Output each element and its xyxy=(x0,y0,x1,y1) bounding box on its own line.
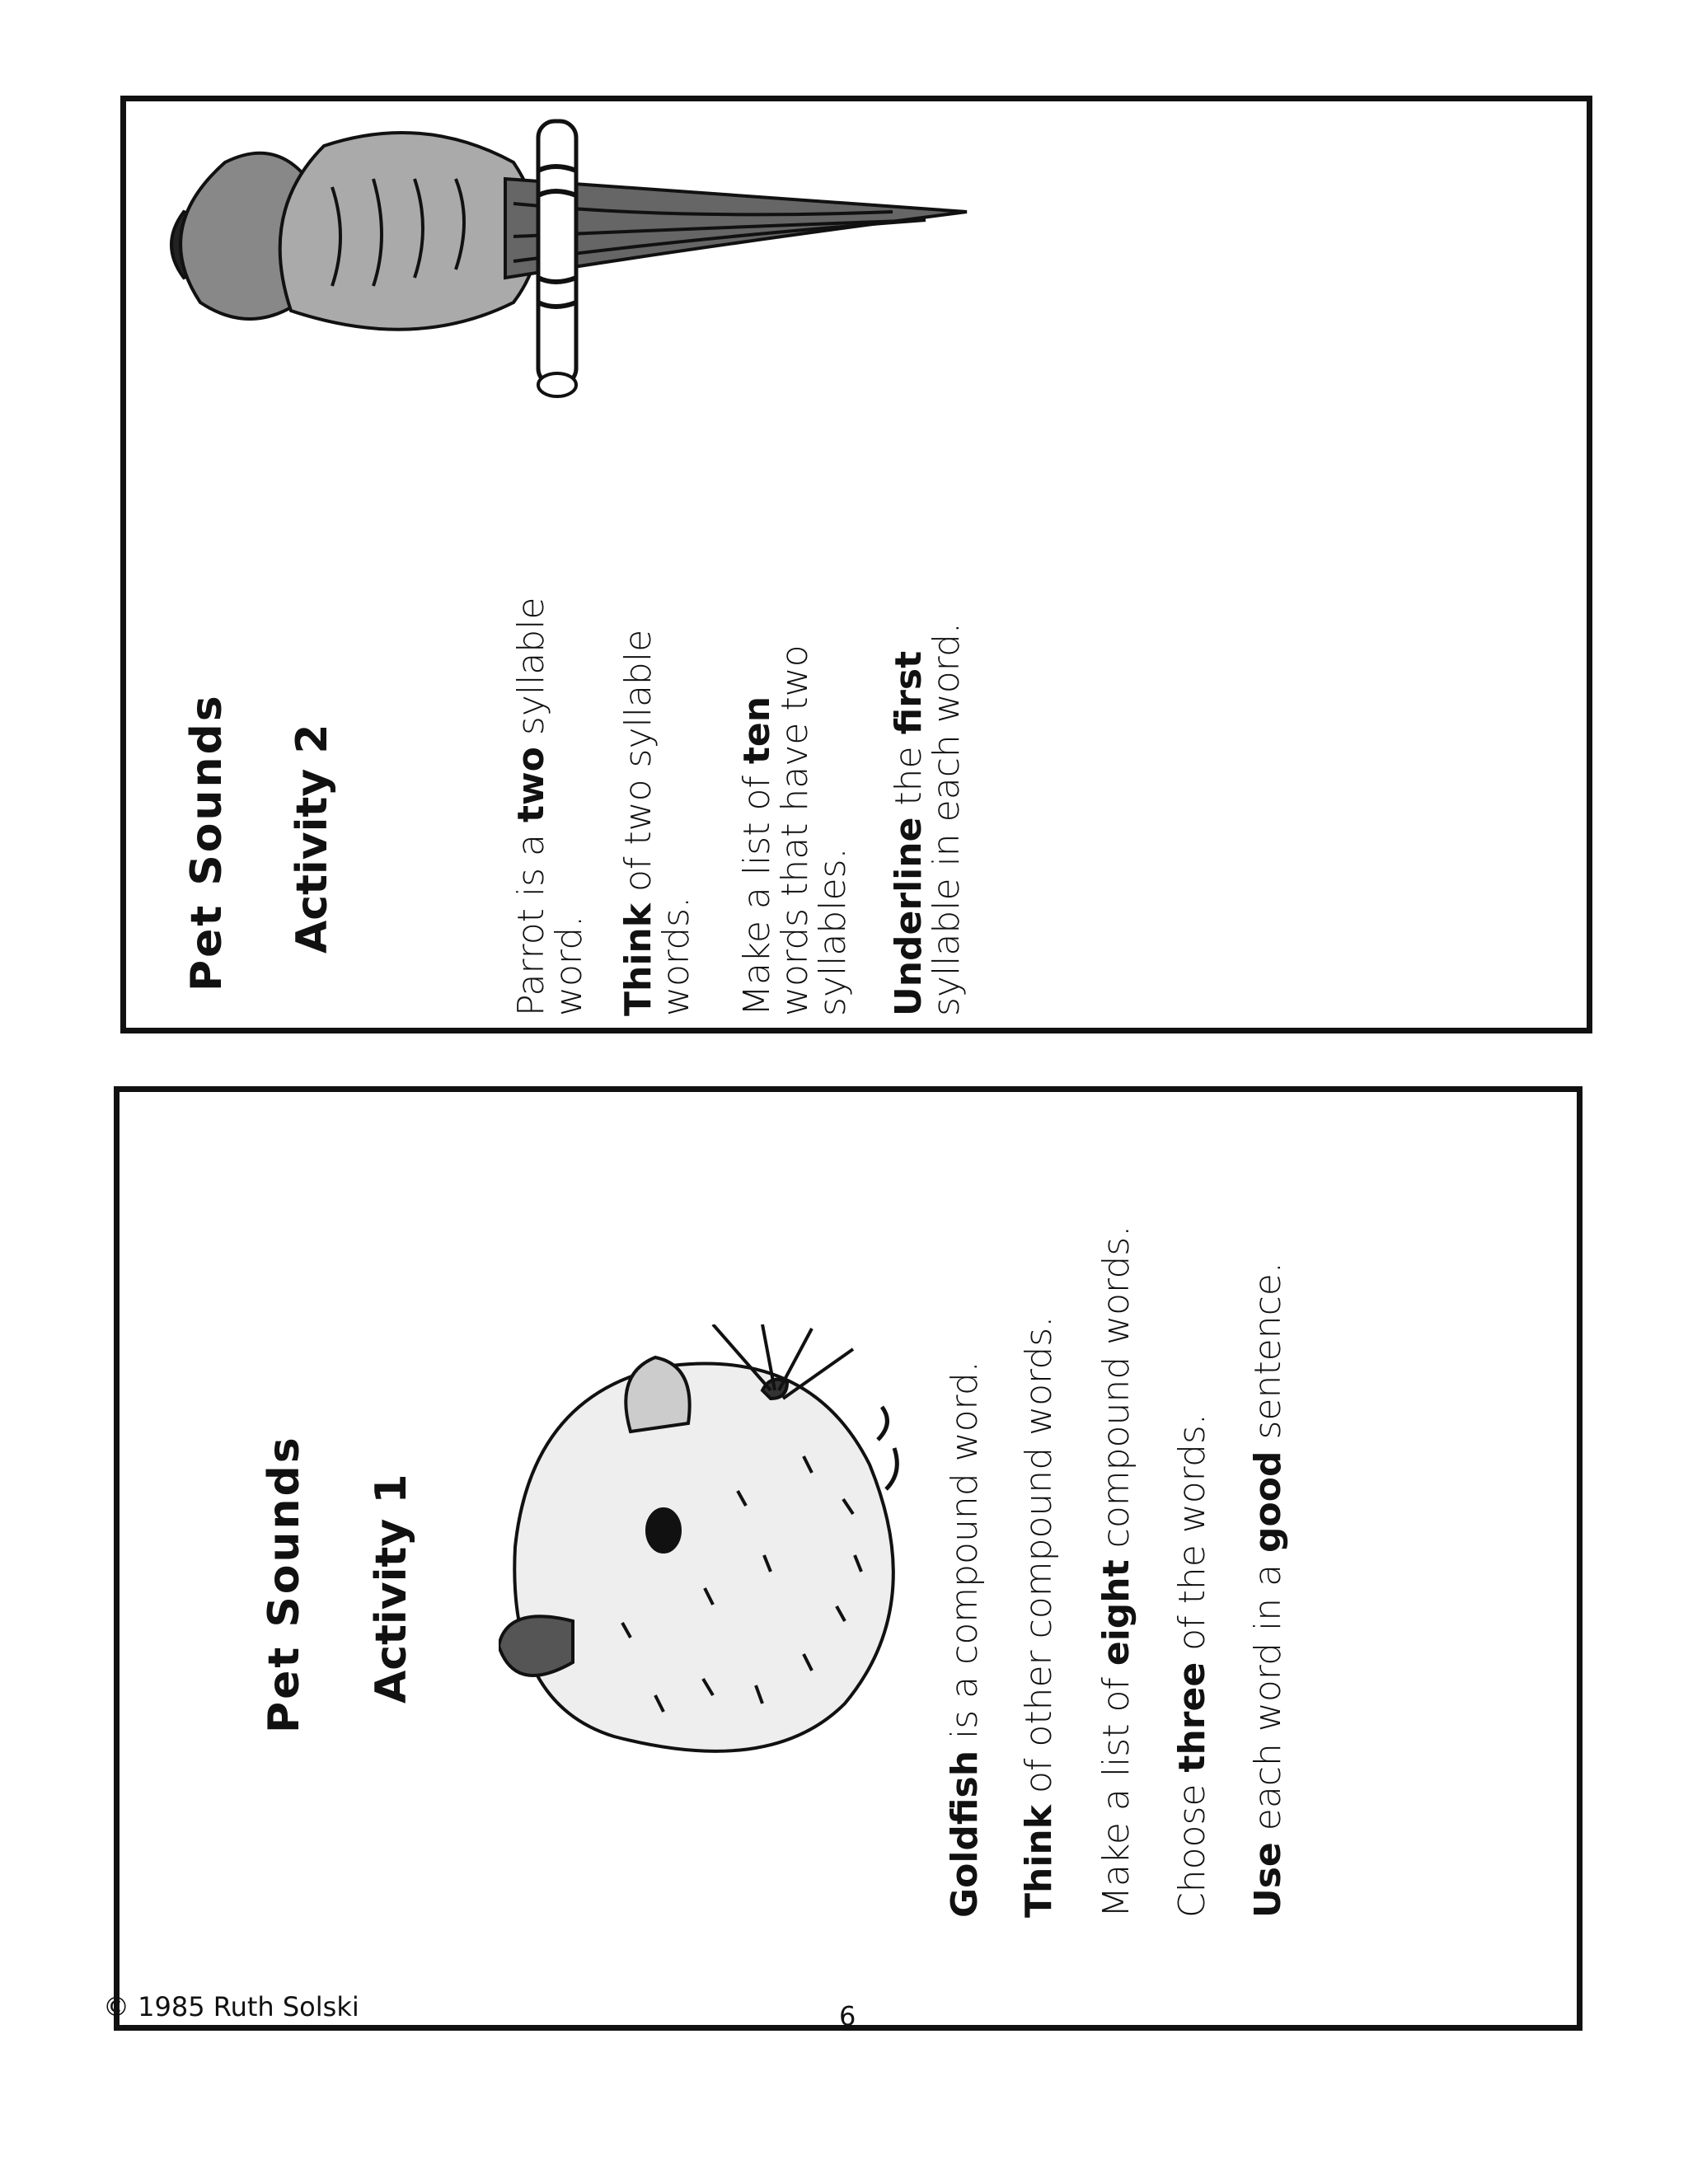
activity-1-line-4: Choose three of the words. xyxy=(1171,1413,1213,1918)
activity-2-para-3-line-2: words that have two xyxy=(774,644,816,1016)
copyright-notice: © 1985 Ruth Solski xyxy=(103,1991,359,2022)
activity-2-para-1-line-2: word. xyxy=(548,915,590,1016)
activity-2-content xyxy=(126,101,1587,1028)
hamster-illustration xyxy=(499,1324,927,1786)
activity-1-line-2: Think of other compound words. xyxy=(1018,1315,1060,1918)
activity-1-title: Pet Sounds xyxy=(260,1435,309,1733)
activity-2-para-3-line-1: Make a list of ten xyxy=(736,696,778,1016)
activity-1-content xyxy=(120,1092,1577,2025)
activity-1-card xyxy=(114,1086,1582,2031)
activity-2-para-2-line-1: Think of two syllable xyxy=(617,629,659,1016)
page-number: 9 xyxy=(839,1999,856,2031)
activity-2-para-2-line-2: words. xyxy=(655,896,697,1016)
activity-2-title: Pet Sounds xyxy=(182,693,232,991)
activity-1-line-1: Goldfish is a compound word. xyxy=(944,1361,986,1918)
activity-1-subtitle: Activity 1 xyxy=(367,1474,416,1704)
activity-1-line-5: Use each word in a good sentence. xyxy=(1247,1262,1289,1918)
activity-1-line-3: Make a list of eight compound words. xyxy=(1095,1225,1137,1918)
activity-2-para-3-line-3: syllables. xyxy=(812,847,854,1016)
activity-2-para-4-line-1: Underline the first xyxy=(888,650,930,1016)
parrot-illustration xyxy=(151,105,992,401)
activity-2-para-1-line-1: Parrot is a two syllable xyxy=(510,597,552,1016)
activity-2-para-4-line-2: syllable in each word. xyxy=(926,622,968,1016)
activity-2-subtitle: Activity 2 xyxy=(288,724,337,954)
activity-2-card xyxy=(120,96,1592,1033)
